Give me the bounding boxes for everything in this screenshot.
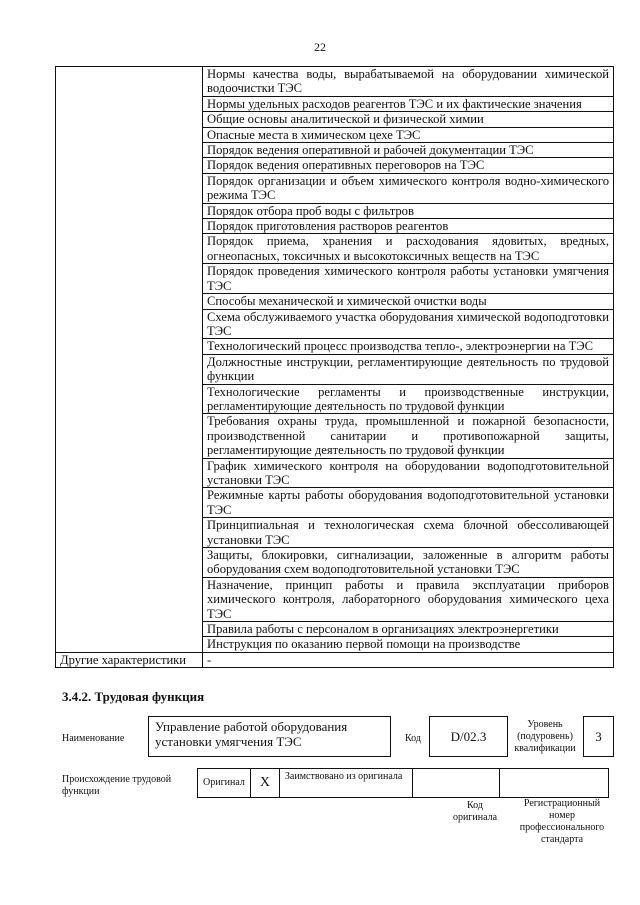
- requirement-item: Порядок организации и объем химического контроля водно-химического режима ТЭС: [203, 173, 614, 203]
- qualification-level-label: Уровень (подуровень) квалификации: [514, 719, 576, 754]
- function-name-box: Управление работой оборудования установки умягчения ТЭС: [148, 716, 391, 757]
- other-characteristics-label: Другие характеристики: [56, 652, 203, 667]
- origin-label: Происхождение трудовой функции: [62, 774, 172, 797]
- requirement-item: Порядок ведения оперативных переговоров на ТЭС: [203, 158, 614, 173]
- borrowed-label: Заимствовано из оригинала: [279, 769, 412, 798]
- requirement-item: Правила работы с персоналом в организациях электроэнергетики: [203, 622, 614, 637]
- requirement-item: Защиты, блокировки, сигнализации, заложенные в алгоритм работы оборудования схем водоподготовительной установки ТЭС: [203, 548, 614, 578]
- requirement-item: Общие основы аналитической и физической химии: [203, 112, 614, 127]
- requirement-item: График химического контроля на оборудовании водоподготовительной установки ТЭС: [203, 458, 614, 488]
- other-characteristics-value: -: [203, 652, 614, 667]
- requirement-item: Режимные карты работы оборудования водоподготовительной установки ТЭС: [203, 488, 614, 518]
- requirement-item: Технологический процесс производства тепло-, электроэнергии на ТЭС: [203, 339, 614, 354]
- original-mark: X: [250, 769, 279, 798]
- requirement-item: Порядок приготовления растворов реагентов: [203, 219, 614, 234]
- requirement-item: Порядок приема, хранения и расходования ядовитых, вредных, огнеопасных, токсичных и высокотоксичных веществ на ТЭС: [203, 234, 614, 264]
- requirement-item: Должностные инструкции, регламентирующие деятельность по трудовой функции: [203, 354, 614, 384]
- knowledge-requirements-table: [55, 66, 614, 668]
- section-heading: 3.4.2. Трудовая функция: [62, 689, 205, 704]
- page-number: 22: [314, 40, 326, 54]
- requirement-item: Опасные места в химическом цехе ТЭС: [203, 127, 614, 142]
- requirement-item: Инструкция по оказанию первой помощи на производстве: [203, 637, 614, 652]
- code-label: Код: [405, 733, 421, 744]
- name-label: Наименование: [62, 733, 125, 744]
- table-row: [56, 652, 614, 667]
- origin-table: [197, 768, 609, 798]
- original-code-caption: Код оригинала: [452, 800, 498, 823]
- requirement-item: Порядок отбора проб воды с фильтров: [203, 203, 614, 218]
- original-label: Оригинал: [198, 769, 251, 798]
- function-code-box: D/02.3: [429, 716, 508, 757]
- requirement-item: Нормы качества воды, вырабатываемой на оборудовании химической водоочистки ТЭС: [203, 67, 614, 97]
- requirement-item: Требования охраны труда, промышленной и пожарной безопасности, производственной санитарии и противопожарной защиты, регламентирующие деятельность по трудовой функции: [203, 414, 614, 458]
- requirement-item: Схема обслуживаемого участка оборудования химической водоподготовки ТЭС: [203, 309, 614, 339]
- requirement-item: Технологические регламенты и производственные инструкции, регламентирующие деятельность по трудовой функции: [203, 384, 614, 414]
- qualification-level-box: 3: [583, 716, 614, 757]
- requirement-item: Назначение, принцип работы и правила эксплуатации приборов химического контроля, лабораторного оборудования химического цеха ТЭС: [203, 577, 614, 621]
- row-label-cell: [56, 67, 203, 653]
- table-row: [56, 67, 614, 97]
- original-code-cell: [412, 769, 499, 798]
- requirement-item: Способы механической и химической очистки воды: [203, 294, 614, 309]
- requirement-item: Принципиальная и технологическая схема блочной обессоливающей установки ТЭС: [203, 518, 614, 548]
- requirement-item: Порядок проведения химического контроля работы установки умягчения ТЭС: [203, 264, 614, 294]
- requirement-item: Нормы удельных расходов реагентов ТЭС и их фактические значения: [203, 96, 614, 111]
- requirement-item: Порядок ведения оперативной и рабочей документации ТЭС: [203, 143, 614, 158]
- registration-number-cell: [499, 769, 608, 798]
- registration-number-caption: Регистрационный номер профессионального стандарта: [519, 798, 605, 845]
